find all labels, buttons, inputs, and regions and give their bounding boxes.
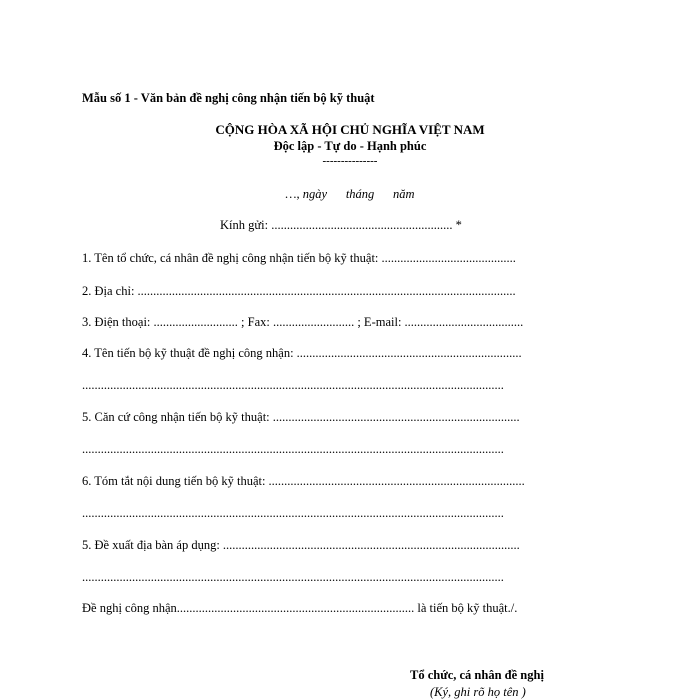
field-summary: 6. Tóm tắt nội dung tiến bộ kỹ thuật: .................................................................................. [82,474,525,488]
signature-note: (Ký, ghi rõ họ tên ) [430,685,526,699]
field-advance-name: 4. Tên tiến bộ kỹ thuật đề nghị công nhận: ........................................................................ [82,346,522,360]
field-basis-continued: ....................................................................................................................................... [82,442,504,456]
field-contact: 3. Điện thoại: ........................... ; Fax: .......................... ; E-mail: ...................................... [82,315,524,329]
national-title: CỘNG HÒA XÃ HỘI CHỦ NGHĨA VIỆT NAM [215,122,485,137]
field-application-area: 5. Đề xuất địa bàn áp dụng: ............................................................................................... [82,538,520,552]
field-request-statement: Đề nghị công nhận............................................................................ là tiến bộ kỹ thuật./. [82,601,518,615]
recipient-line: Kính gửi: .......................................................... * [220,218,462,232]
divider-rule: --------------- [322,155,378,167]
field-application-area-continued: ....................................................................................................................................... [82,570,504,584]
form-title: Mẫu số 1 - Văn bản đề nghị công nhận tiến bộ kỹ thuật [82,91,375,105]
date-line: …, ngày tháng năm [285,187,415,201]
signature-title: Tổ chức, cá nhân đề nghị [410,668,544,682]
field-organization-name: 1. Tên tổ chức, cá nhân đề nghị công nhận tiến bộ kỹ thuật: ........................................... [82,251,516,265]
field-summary-continued: ....................................................................................................................................... [82,506,504,520]
field-advance-name-continued: ....................................................................................................................................... [82,378,504,392]
field-address: 2. Địa chỉ: ......................................................................................................................... [82,284,516,298]
national-motto: Độc lập - Tự do - Hạnh phúc [273,139,427,153]
field-basis: 5. Căn cứ công nhận tiến bộ kỹ thuật: ............................................................................... [82,410,520,424]
